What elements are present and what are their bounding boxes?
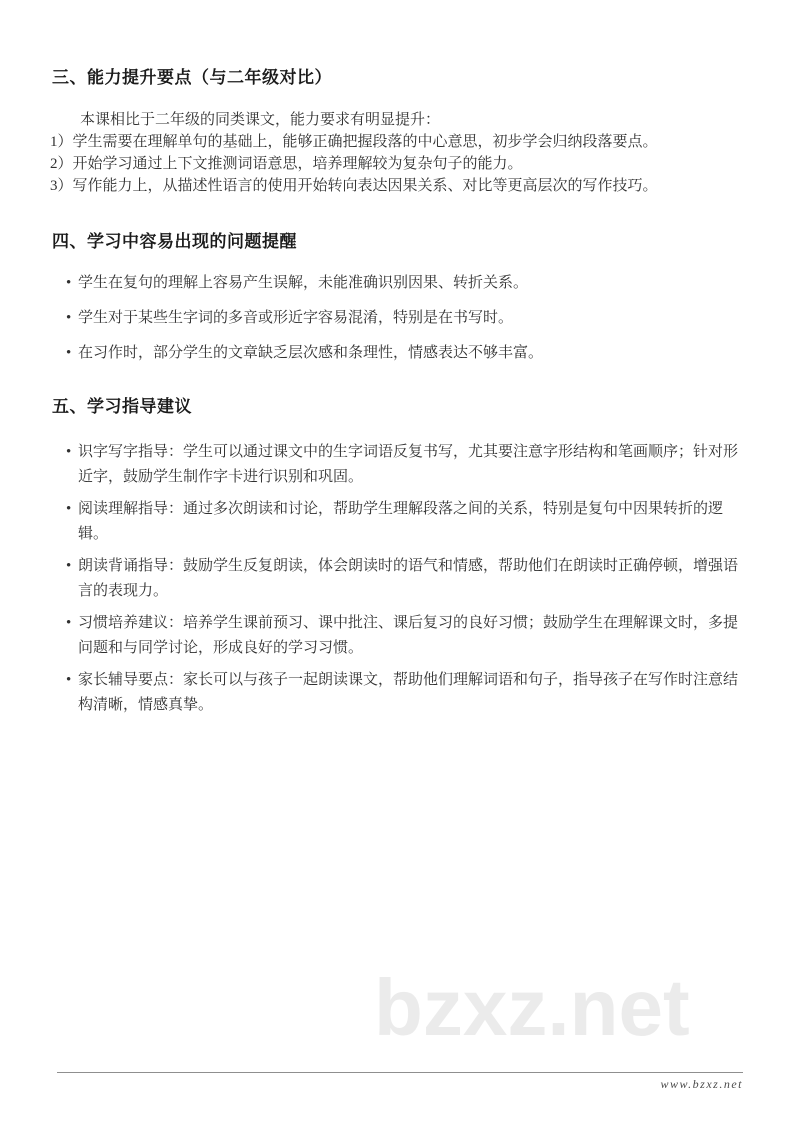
numbered-item-1: 1）学生需要在理解单句的基础上，能够正确把握段落的中心意思，初步学会归纳段落要点。 bbox=[50, 134, 658, 150]
bullet-icon: • bbox=[66, 275, 72, 291]
list-item bbox=[68, 440, 743, 490]
bullet-icon: • bbox=[66, 345, 72, 361]
bullet-icon: • bbox=[66, 310, 72, 326]
bullet-icon: • bbox=[66, 501, 72, 517]
list-item-text: 阅读理解指导：通过多次朗读和讨论，帮助学生理解段落之间的关系，特别是复句中因果转折的逻辑。 bbox=[78, 501, 724, 542]
bullet-icon: • bbox=[66, 558, 72, 574]
list-item bbox=[68, 307, 743, 329]
intro-paragraph: 本课相比于二年级的同类课文，能力要求有明显提升： bbox=[80, 112, 441, 128]
numbered-item-3: 3）写作能力上，从描述性语言的使用开始转向表达因果关系、对比等更高层次的写作技巧。 bbox=[50, 178, 658, 194]
list-item-text: 在习作时，部分学生的文章缺乏层次感和条理性，情感表达不够丰富。 bbox=[78, 345, 544, 361]
problems-list bbox=[50, 272, 743, 364]
list-item-text: 习惯培养建议：培养学生课前预习、课中批注、课后复习的良好习惯；鼓励学生在理解课文时，多提问题和与同学讨论，形成良好的学习习惯。 bbox=[78, 615, 739, 656]
bullet-icon: • bbox=[66, 444, 72, 460]
list-item bbox=[68, 668, 743, 718]
section-heading-guidance: 五、学习指导建议 bbox=[52, 397, 192, 416]
section-heading-ability: 三、能力提升要点（与二年级对比） bbox=[52, 68, 332, 87]
list-item-text: 家长辅导要点：家长可以与孩子一起朗读课文，帮助他们理解词语和句子，指导孩子在写作时注意结构清晰，情感真挚。 bbox=[78, 672, 739, 713]
section-ability-improvement bbox=[50, 68, 743, 197]
section-study-guidance bbox=[50, 397, 743, 718]
list-item-text: 朗读背诵指导：鼓励学生反复朗读，体会朗读时的语气和情感，帮助他们在朗读时正确停顿，增强语言的表现力。 bbox=[78, 558, 739, 599]
list-item bbox=[68, 611, 743, 661]
numbered-item-2: 2）开始学习通过上下文推测词语意思，培养理解较为复杂句子的能力。 bbox=[50, 156, 523, 172]
footer-divider bbox=[57, 1072, 743, 1073]
list-item bbox=[68, 342, 743, 364]
section-common-problems bbox=[50, 232, 743, 364]
bullet-icon: • bbox=[66, 672, 72, 688]
bullet-icon: • bbox=[66, 615, 72, 631]
list-item bbox=[68, 272, 743, 294]
list-item bbox=[68, 554, 743, 604]
list-item bbox=[68, 497, 743, 547]
list-item-text: 学生在复句的理解上容易产生误解，未能准确识别因果、转折关系。 bbox=[78, 275, 529, 291]
watermark-text: bzxz.net bbox=[374, 963, 690, 1052]
list-item-text: 学生对于某些生字词的多音或形近字容易混淆，特别是在书写时。 bbox=[78, 310, 514, 326]
guidance-list bbox=[50, 440, 743, 718]
footer-url: www.bzxz.net bbox=[660, 1077, 743, 1091]
list-item-text: 识字写字指导：学生可以通过课文中的生字词语反复书写，尤其要注意字形结构和笔画顺序；针对形近字，鼓励学生制作字卡进行识别和巩固。 bbox=[78, 444, 739, 485]
section-heading-problems: 四、学习中容易出现的问题提醒 bbox=[52, 232, 297, 251]
